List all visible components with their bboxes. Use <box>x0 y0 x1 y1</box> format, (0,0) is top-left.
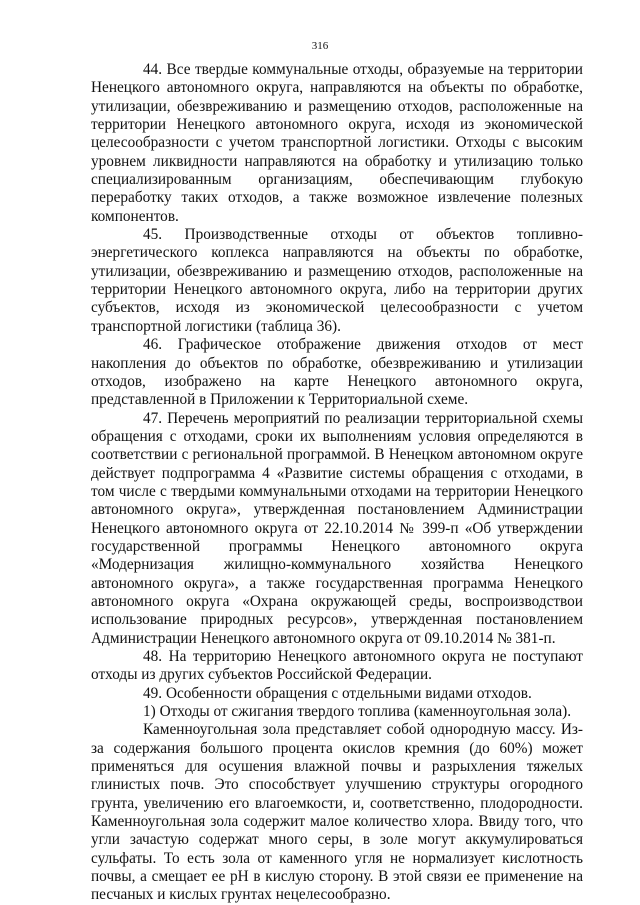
document-body <box>91 61 583 905</box>
paragraph-47: 47. Перечень мероприятий по реализации территориальной схемы обращения с отходами, сроки их выполнениям условия определяются в соответствии с региональной программой. В Ненецком автономном округе действует подпрограмма 4 «Развитие системы обращения с отходами, в том числе с твердыми коммунальными отходами на территории Ненецкого автономного округа», утвержденная постановлением Администрации Ненецкого автономного округа от 22.10.2014 № 399-п «Об утверждении государственной программы Ненецкого автономного округа «Модернизация жилищно-коммунального хозяйства Ненецкого автономного округа», а также государственная программа Ненецкого автономного округа «Охрана окружающей среды, воспроизводствои использование природных ресурсов», утвержденная постановлением Администрации Ненецкого автономного округа от 09.10.2014 № 381-п. <box>91 409 583 647</box>
paragraph-coal-ash: Каменноугольная зола представляет собой однородную массу. Из-за содержания большого процента окислов кремния (до 60%) может применяться для осушения влажной почвы и разрыхления тяжелых глинистых почв. Это способствует улучшению структуры огородного грунта, увеличению его влагоемкости, и, соответственно, плодородности. Каменноугольная зола содержит малое количество хлора. Ввиду того, что угли зачастую содержат много серы, в золе могут аккумулироваться сульфаты. То есть зола от каменного угля не нормализует кислотность почвы, а смещает ее pH в кислую сторону. В этой связи ее применение на песчаных и кислых грунтах нецелесообразно. <box>91 721 583 904</box>
paragraph-48: 48. На территорию Ненецкого автономного округа не поступают отходы из других субъектов Российской Федерации. <box>91 648 583 684</box>
paragraph-46: 46. Графическое отображение движения отходов от мест накопления до объектов по обработке, обезвреживанию и утилизации отходов, изображено на карте Ненецкого автономного округа, представленной в Приложении к Территориальной схеме. <box>91 336 583 409</box>
subsection-heading: 1) Отходы от сжигания твердого топлива (каменноугольная зола). <box>143 703 572 721</box>
paragraph-44: 44. Все твердые коммунальные отходы, образуемые на территории Ненецкого автономного округа, направляются на объекты по обработке, утилизации, обезвреживанию и размещению отходов, расположенные на территории Ненецкого автономного округа, исходя из экономической целесообразности с учетом транспортной логистики. Отходы с высоким уровнем ликвидности направляются на обработку и утилизацию только специализированным организациям, обеспечивающим глубокую переработку таких отходов, а также возможное извлечение полезных компонентов. <box>91 61 583 225</box>
page-number: 316 <box>311 40 329 52</box>
paragraph-49: 49. Особенности обращения с отдельными видами отходов. <box>143 684 532 702</box>
paragraph-45: 45. Производственные отходы от объектов топливно-энергетического коплекса направляются на объекты по обработке, утилизации, обезвреживанию и размещению отходов, расположенные на территории Ненецкого автономного округа, либо на территории других субъектов, исходя из экономической целесообразности с учетом транспортной логистики (таблица 36). <box>91 226 583 335</box>
